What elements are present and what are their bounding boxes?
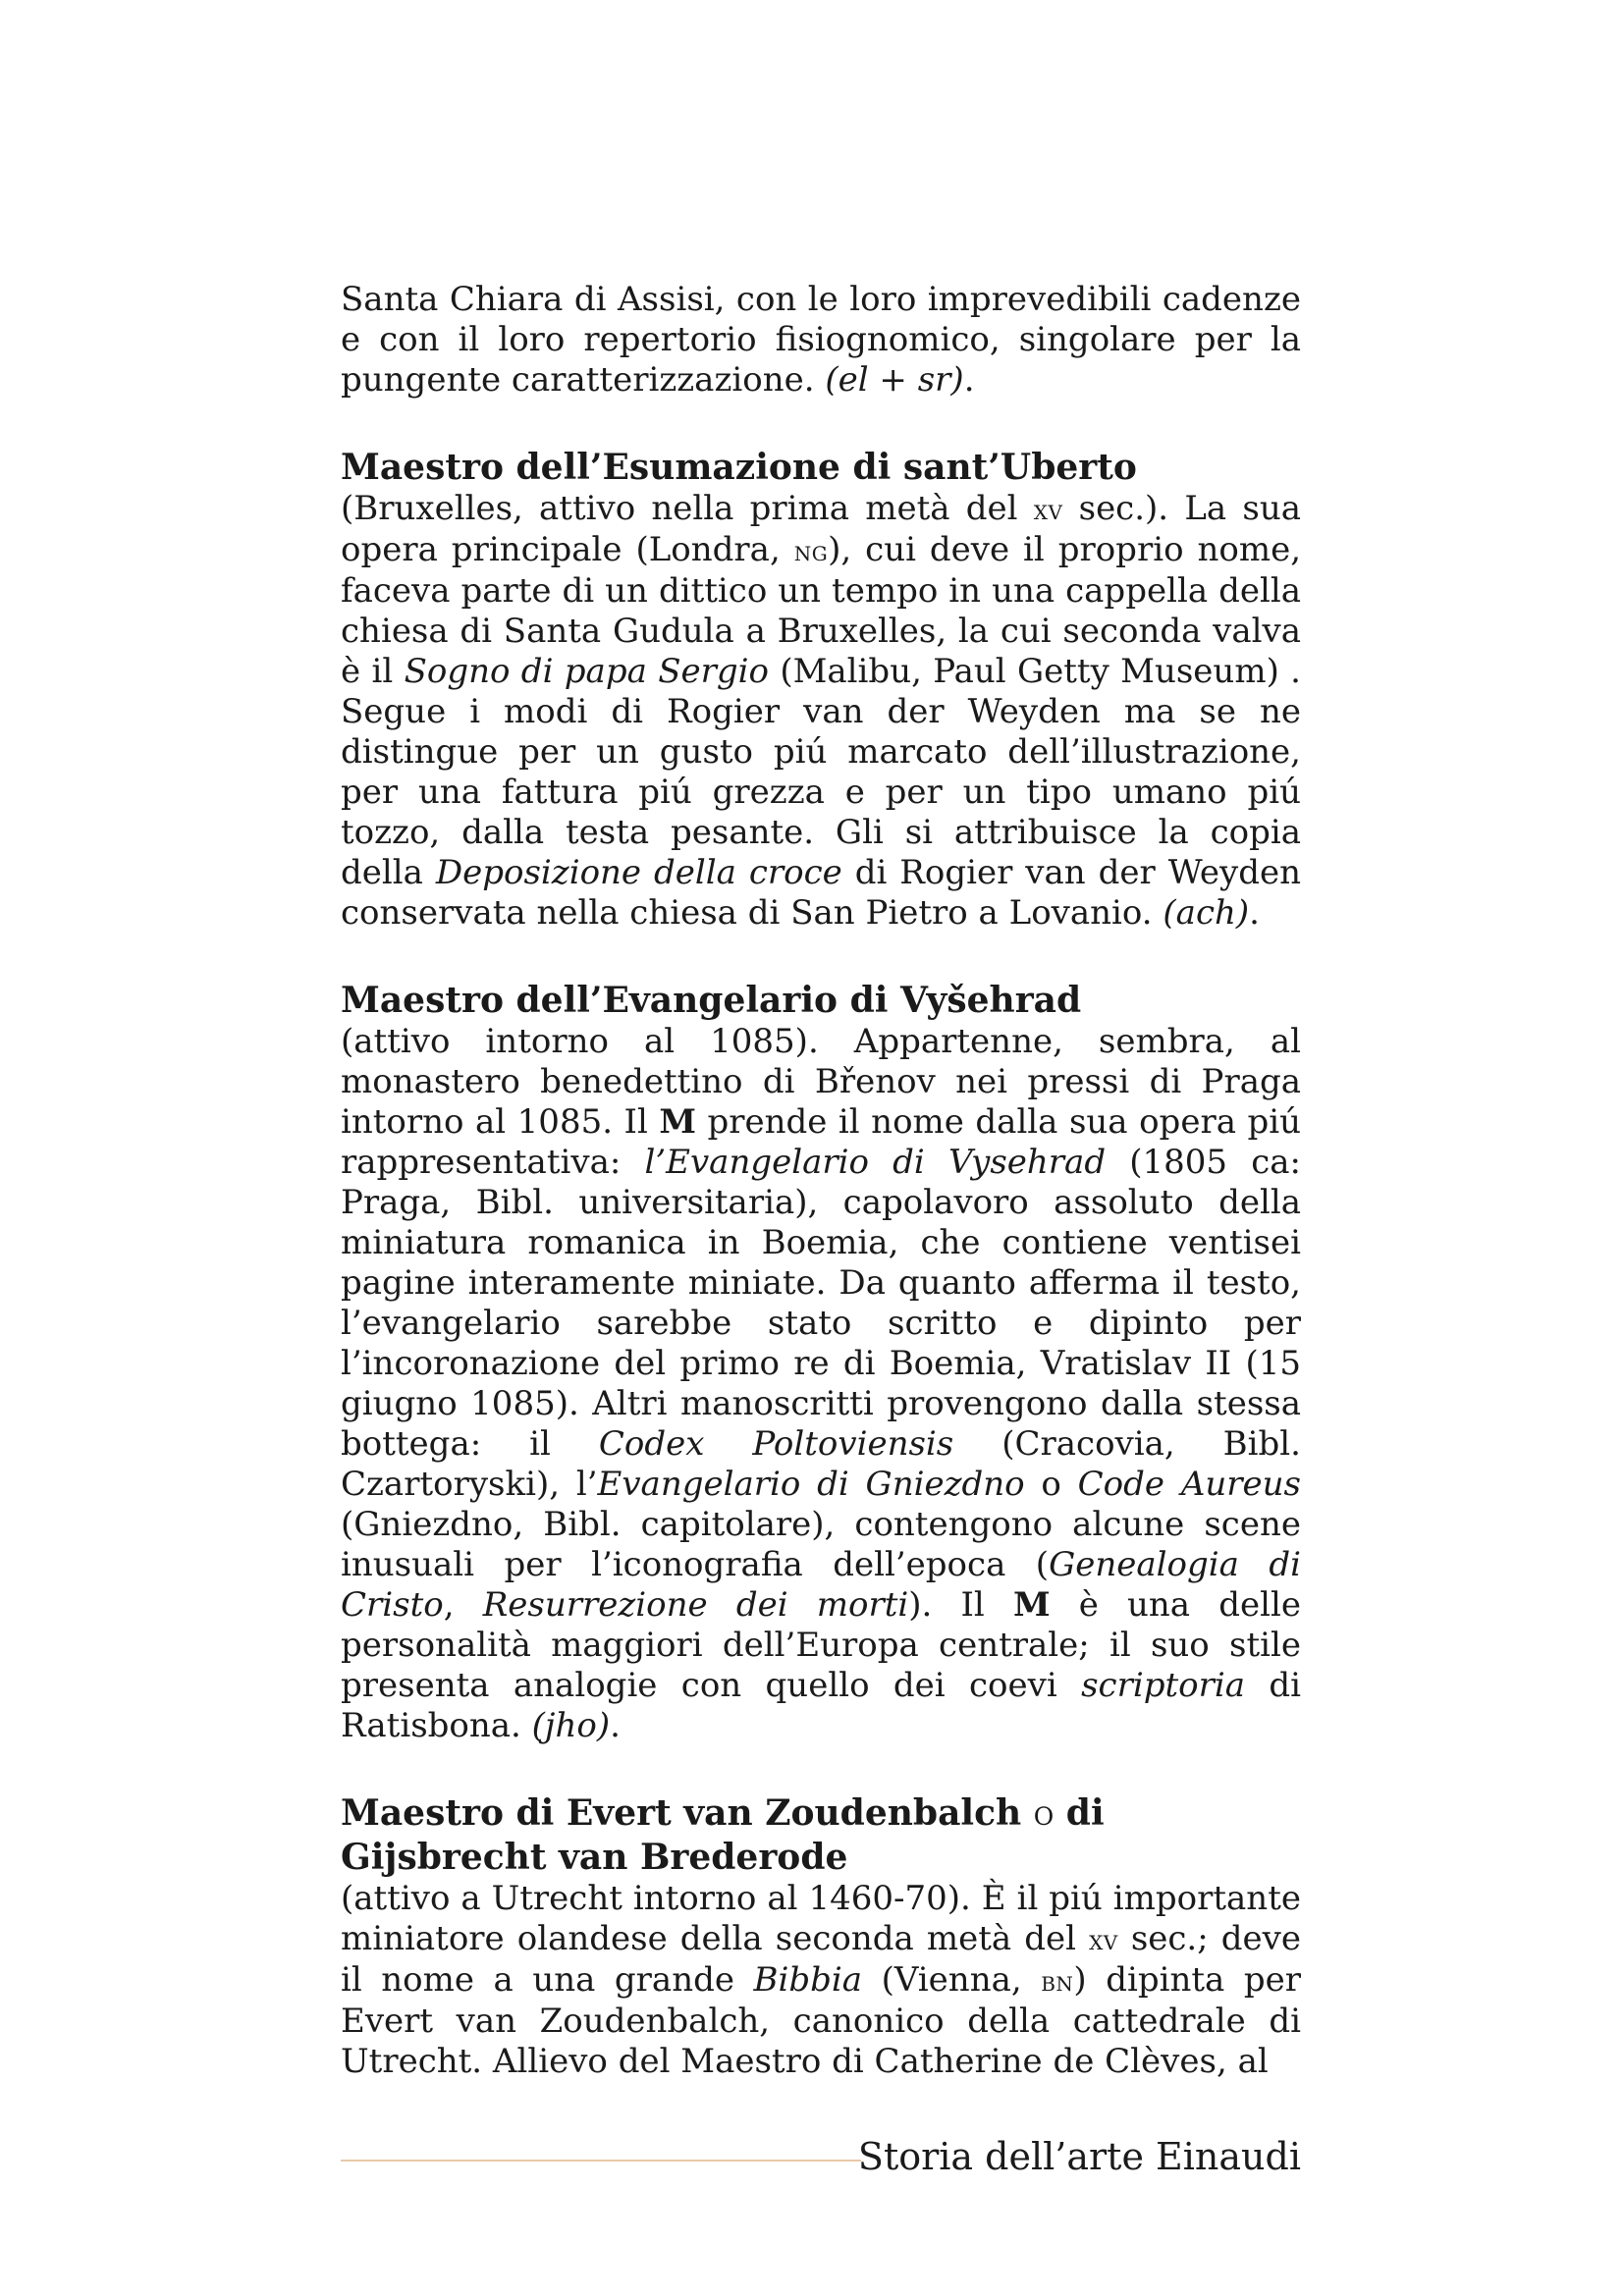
text-fragment: ) dipinta per Evert van Zoudenbalch, canonico della cattedrale di Utrecht. Allievo del Maestro di Catherine de Clèves, al [341, 1960, 1301, 2081]
text-fragment: sec.; deve il nome a una grande [341, 1919, 1301, 2000]
text-fragment: di Ratisbona. [341, 1666, 1302, 1745]
continuation-text: Santa Chiara di Assisi, con le loro imprevedibili cadenze e con il loro repertorio fisiognomico, singolare per la pungente caratterizzazione. [341, 280, 1301, 400]
text-fragment: bn [1041, 1965, 1074, 1998]
text-fragment: (1805 ca: Praga, Bibl. universitaria), capolavoro assoluto della miniatura romanica in Boemia, che contiene ventisei pagine interamente miniate. Da quanto afferma il testo, l’evangelario sarebbe stato scritto e dipinto per l’incoronazione del primo re di Boemia, Vratislav II (15 giugno 1085). Altri manoscritti provengono dalla stessa bottega: il [341, 1143, 1301, 1464]
text-fragment: (Vienna, [862, 1960, 1042, 2000]
text-fragment: è una delle personalità maggiori dell’Europa centrale; il suo stile presenta analogie con quello dei coevi [341, 1585, 1301, 1705]
artwork-title: Deposizione della croce [435, 853, 842, 892]
text-fragment: (attivo intorno al 1085). Appartenne, sembra, al monastero benedettino di Břenov nei pressi di Praga intorno al 1085. Il [341, 1022, 1301, 1142]
entry-zoudenbalch [341, 1791, 1301, 2082]
entry-heading: Maestro dell’Esumazione di sant’Uberto [341, 447, 1137, 488]
text-fragment: o [1024, 1465, 1078, 1504]
text-fragment: . [963, 360, 975, 400]
page-body [341, 280, 1301, 2082]
text-fragment: xv [1089, 1924, 1118, 1956]
text-fragment: ng [793, 535, 829, 567]
page-footer [341, 2135, 1301, 2178]
entry-paragraph [341, 1879, 1301, 2082]
text-fragment: (attivo a Utrecht intorno al 1460-70). È il piú importante miniatore olandese della seconda metà del [341, 1879, 1301, 1958]
continuation-entry [341, 280, 1301, 400]
text-fragment: xv [1033, 494, 1063, 526]
artwork-title: Genealogia di Cristo [341, 1545, 1301, 1625]
artwork-title: Evangelario di Gniezdno [597, 1465, 1025, 1504]
footer-title: Storia dell’arte Einaudi [857, 2135, 1301, 2178]
continuation-paragraph [341, 280, 1301, 400]
author-signature: (jho) [531, 1706, 611, 1745]
abbrev-bold: M [1012, 1585, 1051, 1625]
author-signature: (ach) [1163, 893, 1250, 933]
heading-conjunction: o [1033, 1793, 1055, 1834]
text-fragment: (Bruxelles, attivo nella prima metà del [341, 489, 1034, 528]
text-fragment: ). Il [908, 1585, 1013, 1625]
text-fragment: (Gniezdno, Bibl. capitolare), contengono alcune scene inusuali per l’iconografia dell’epoca ( [341, 1505, 1301, 1584]
artwork-title: l’Evangelario di Vysehrad [644, 1143, 1107, 1182]
author-signature: (el + sr) [825, 360, 964, 400]
text-fragment: (Malibu, Paul Getty Museum) . Segue i modi di Rogier van der Weyden ma se ne distingue per un gusto piú marcato dell’illustrazione, per una fattura piú grezza e per un tipo umano piú tozzo, dalla testa pesante. Gli si attribuisce la copia della [341, 652, 1301, 892]
text-fragment: . [610, 1706, 621, 1745]
text-fragment: sec.). La sua opera principale (Londra, [341, 489, 1301, 569]
entry-paragraph [341, 1022, 1301, 1746]
text-fragment: . [1249, 893, 1260, 933]
entry-esumazione [341, 446, 1301, 934]
artwork-title: Sogno di papa Sergio [404, 652, 769, 691]
artwork-title: Resurrezione dei morti [482, 1585, 909, 1625]
entry-paragraph [341, 489, 1301, 934]
heading-part: Maestro di Evert van Zoudenbalch [341, 1792, 1022, 1834]
artwork-title: Codex Poltoviensis [598, 1424, 954, 1464]
artwork-title: Bibbia [753, 1960, 863, 2000]
abbrev-bold: M [659, 1102, 696, 1142]
heading-part: di Gijsbrecht van Brederode [341, 1792, 1105, 1878]
entry-heading [341, 1791, 1301, 1879]
term-italic: scriptoria [1081, 1666, 1246, 1705]
footer-divider [341, 2160, 861, 2162]
text-fragment: ), cui deve il proprio nome, faceva parte di un dittico un tempo in una cappella della chiesa di Santa Gudula a Bruxelles, la cui seconda valva è il [341, 530, 1301, 691]
text-fragment: (Cracovia, Bibl. Czartoryski), l’ [341, 1424, 1301, 1504]
text-fragment: , [443, 1585, 483, 1625]
entry-vysehrad [341, 979, 1301, 1746]
artwork-title: Code Aureus [1077, 1465, 1301, 1504]
entry-heading: Maestro dell’Evangelario di Vyšehrad [341, 980, 1082, 1021]
text-fragment: di Rogier van der Weyden conservata nella chiesa di San Pietro a Lovanio. [341, 853, 1301, 933]
text-fragment: prende il nome dalla sua opera piú rappresentativa: [341, 1102, 1302, 1182]
